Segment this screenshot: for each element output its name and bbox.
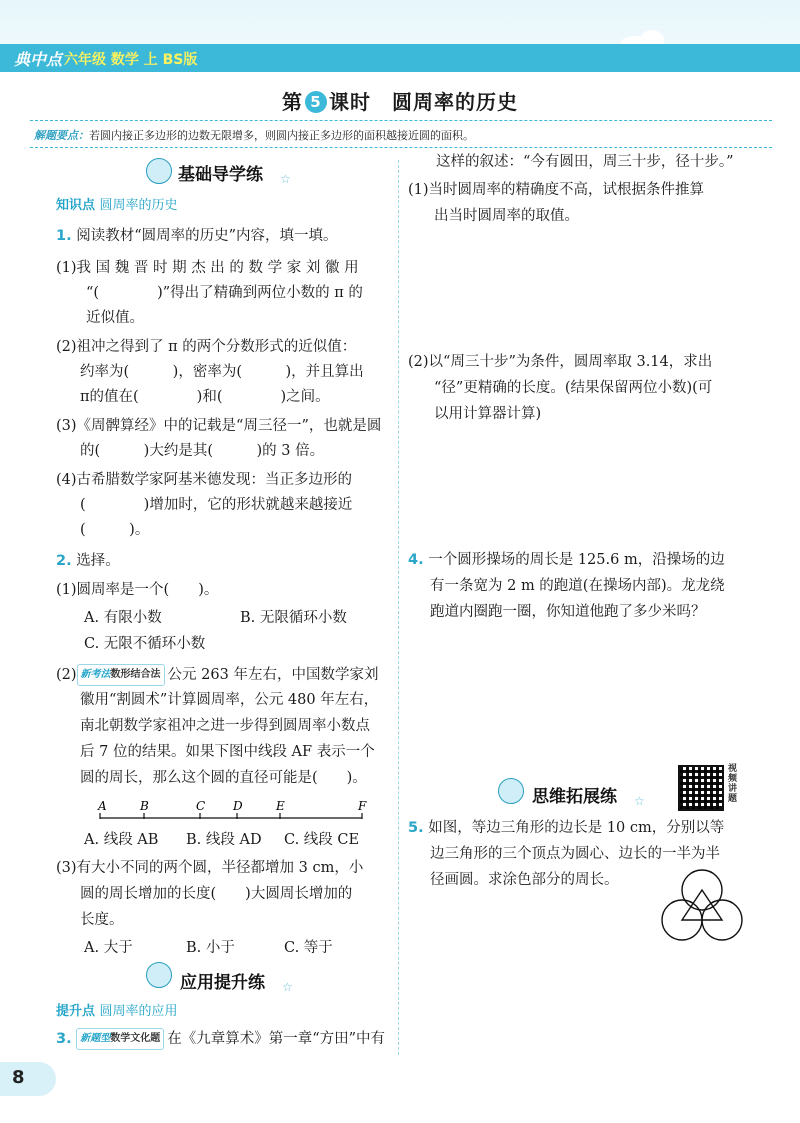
q1-part2-line: (2)祖冲之得到了 π 的两个分数形式的近似值：: [56, 339, 357, 355]
grade-label: 六年级 数学 上 BS版: [64, 52, 198, 68]
q2-option: C. 无限不循环小数: [84, 636, 206, 652]
three-circles-diagram: [654, 866, 750, 946]
page-title: 第 5 课时 圆周率的历史: [282, 90, 518, 114]
mascot-icon: [498, 778, 524, 804]
mascot-icon: [146, 962, 172, 988]
lesson-number: 5: [305, 91, 327, 113]
q2-part2-line: 圆的周长，那么这个圆的直径可能是( )。: [80, 770, 367, 786]
page-number-tab: [0, 1062, 56, 1096]
q1-part1-line: 近似值。: [86, 310, 144, 326]
q3-part1-line: 出当时圆周率的取值。: [434, 208, 579, 224]
q5-line: 径画圆。求涂色部分的周长。: [430, 872, 619, 888]
star-icon: ☆: [282, 980, 293, 994]
q2-option: A. 有限小数: [84, 610, 162, 626]
q2-part2-line: 南北朝数学家祖冲之进一步得到圆周率小数点: [80, 718, 370, 734]
q1-part1-line: “( )”得出了精确到两位小数的 π 的: [86, 285, 363, 301]
question-2: 2. 选择。: [56, 553, 120, 569]
q1-part2-line: π的值在( )和( )之间。: [80, 389, 330, 405]
point-label: A: [98, 799, 107, 813]
q2-part2-line: 徽用“割圆术”计算圆周率，公元 480 年左右，: [80, 692, 379, 708]
star-icon: ☆: [634, 794, 645, 808]
q2-option: A. 线段 AB: [84, 832, 159, 848]
point-label: B: [140, 799, 149, 813]
q1-part3-line: (3)《周髀算经》中的记载是“周三径一”，也就是圆: [56, 418, 382, 434]
q2-option: A. 大于: [84, 940, 133, 956]
q2-option: C. 线段 CE: [284, 832, 360, 848]
q4-line: 跑道内圈跑一圈，你知道他跑了多少米吗？: [430, 604, 706, 620]
q2-part3-line: (3)有大小不同的两个圆，半径都增加 3 cm，小: [56, 860, 364, 876]
q2-part2-line: 后 7 位的结果。如果下图中线段 AF 表示一个: [80, 744, 375, 760]
q5-line: 边三角形的三个顶点为圆心、边长的一半为半: [430, 846, 720, 862]
q4-line: 有一条宽为 2 m 的跑道(在操场内部)。龙龙绕: [430, 578, 725, 594]
q1-part2-line: 约率为( )，密率为( )，并且算出: [80, 364, 364, 380]
tip-text: 解题要点：若圆内接正多边形的边数无限增多，则圆内接正多边形的面积越接近圆的面积。: [34, 129, 474, 142]
qr-code-icon[interactable]: [678, 765, 724, 811]
point-label: D: [233, 799, 243, 813]
segment-line-diagram: [96, 798, 376, 826]
q3-part1-line: (1)当时圆周率的精确度不高，试根据条件推算: [408, 182, 705, 198]
tag-new-method: 新考法数形结合法: [77, 664, 165, 686]
q1-part4-line: ( )。: [80, 522, 150, 538]
tag-new-type: 新题型数学文化题: [76, 1028, 164, 1050]
q3-part2-line: 以用计算器计算): [434, 406, 542, 422]
q2-option: B. 无限循环小数: [240, 610, 347, 626]
point-label: C: [196, 799, 206, 813]
q2-part3-line: 长度。: [80, 912, 124, 928]
q3-part2-line: (2)以“周三十步”为条件，圆周率取 3.14，求出: [408, 354, 713, 370]
q2-part1: (1)圆周率是一个( )。: [56, 582, 219, 598]
q1-part1-line: (1)我 国 魏 晋 时 期 杰 出 的 数 学 家 刘 徽 用: [56, 260, 359, 276]
page-number: 8: [12, 1067, 25, 1088]
brand-logo: 典中点: [14, 50, 63, 69]
q2-option: B. 小于: [186, 940, 235, 956]
column-divider: [398, 160, 399, 1055]
qr-label: 视频讲题: [728, 764, 738, 804]
point-label: E: [276, 799, 285, 813]
point-label: F: [358, 799, 367, 813]
knowledge-point: 知识点 圆周率的历史: [56, 198, 178, 213]
q3-continued: 这样的叙述：“今有圆田，周三十步，径十步。”: [436, 154, 734, 170]
q3-part2-line: “径”更精确的长度。(结果保留两位小数)(可: [434, 380, 713, 396]
section-title-basic: 基础导学练: [178, 165, 263, 185]
q1-part3-line: 的( )大约是其( )的 3 倍。: [80, 443, 325, 459]
section-title-extend: 思维拓展练: [532, 787, 617, 807]
section-title-apply: 应用提升练: [180, 973, 265, 993]
q2-part2-line: (2) 新考法数形结合法 公元 263 年左右，中国数学家刘: [56, 664, 378, 686]
q1-part4-line: ( )增加时，它的形状就越来越接近: [80, 497, 353, 513]
question-4: 4. 一个圆形操场的周长是 125.6 m，沿操场的边: [408, 552, 725, 568]
q2-part3-line: 圆的周长增加的长度( )大圆周长增加的: [80, 886, 353, 902]
question-5: 5. 如图，等边三角形的边长是 10 cm，分别以等: [408, 820, 725, 836]
mascot-icon: [146, 158, 172, 184]
improvement-point: 提升点 圆周率的应用: [56, 1004, 178, 1019]
q2-option: B. 线段 AD: [186, 832, 262, 848]
q1-part4-line: (4)古希腊数学家阿基米德发现：当正多边形的: [56, 472, 353, 488]
question-1: 1. 阅读教材“圆周率的历史”内容，填一填。: [56, 228, 338, 244]
q2-option: C. 等于: [284, 940, 333, 956]
question-3: 3. 新题型数学文化题 在《九章算术》第一章“方田”中有: [56, 1028, 385, 1050]
star-icon: ☆: [280, 172, 291, 186]
